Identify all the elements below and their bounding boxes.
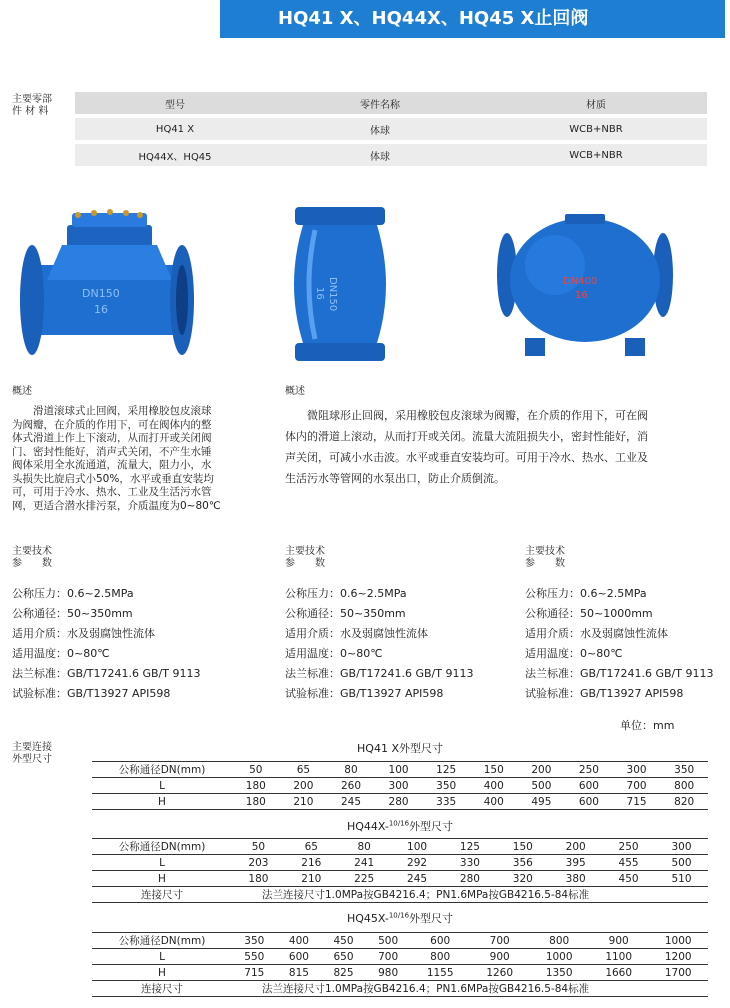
svg-text:16: 16: [94, 303, 108, 316]
table-row: 连接尺寸 法兰连接尺寸1.0MPa按GB4216.4；PN1.6MPa按GB4216.5-84标准: [92, 887, 708, 903]
parts-table: [75, 92, 707, 170]
parts-row: HQ41 X 体球 WCB+NBR: [75, 118, 707, 140]
valve1-mark: DN150: [82, 287, 120, 300]
parts-header-row: [75, 92, 707, 114]
table-row: L 180 200 260 300 350 400 500 600 700 800: [92, 778, 708, 794]
dim-table-title-hq41: HQ41 X外型尺寸: [357, 742, 443, 755]
valve2-mark: DN150: [327, 277, 338, 312]
header-part-name: 零件名称: [360, 99, 400, 111]
dims-section-label: 主要连接 外型尺寸: [12, 742, 52, 765]
spec-block-hq45: 主要技术 参 数 公称压力：0.6~2.5MPa 公称通径：50~1000mm 适用介质：水及弱腐蚀性流体 适用温度：0~80℃ 法兰标准：GB/T17241.6 GB/T 9113 试验标准：GB/T13927 API598: [525, 546, 714, 700]
table-row: 公称通径DN(mm) 50 65 80 100 125 150 200 250 300 350: [92, 762, 708, 778]
spec-block-hq44: 主要技术 参 数 公称压力：0.6~2.5MPa 公称通径：50~350mm 适用介质：水及弱腐蚀性流体 适用温度：0~80℃ 法兰标准：GB/T17241.6 GB/T 9113 试验标准：GB/T13927 API598: [285, 546, 474, 700]
dim-table-title-hq45: HQ45X-$^{10/16}$外型尺寸: [346, 911, 454, 925]
spec-block-hq41: 主要技术 参 数 公称压力：0.6~2.5MPa 公称通径：50~350mm 适用介质：水及弱腐蚀性流体 适用温度：0~80℃ 法兰标准：GB/T17241.6 GB/T 9113 试验标准：GB/T13927 API598: [12, 546, 201, 700]
dim-table-hq44: [92, 838, 708, 903]
table-row: 公称通径DN(mm) 350 400 450 500 600 700 800 900 1000: [92, 933, 708, 949]
table-row: 公称通径DN(mm) 50 65 80 100 125 150 200 250 300: [92, 839, 708, 855]
dim-table-title-hq44: HQ44X-$^{10/16}$外型尺寸: [346, 819, 454, 833]
dim-table-hq45: [92, 932, 708, 997]
unit-label: 单位：mm: [620, 719, 675, 732]
overview-left-title: 概述: [12, 386, 32, 397]
svg-text:16: 16: [314, 287, 325, 300]
table-row: H 180 210 245 280 335 400 495 600 715 820: [92, 794, 708, 810]
valve-image-hq45: [495, 210, 675, 360]
table-row: L 203 216 241 292 330 356 395 455 500: [92, 855, 708, 871]
table-row: H 180 210 225 245 280 320 380 450 510: [92, 871, 708, 887]
header-material: 材质: [586, 99, 606, 111]
overview-left-text: 滑道滚球式止回阀，采用橡胶包皮滚球 为阀瓣，在介质的作用下，可在阀体内的整 体式滑道上作上下滚动，从而打开或关闭阀 门、密封性能好，消声式关闭，不产生水锤 阀体采用全水流通道，流量大，阻力小，水 头损失比旋启式小50%，水平或垂直安装均 可，可用于冷水、热水、工业及生活污水管 网，更适合潜水排污泵，介质温度为0~80℃: [12, 405, 221, 512]
svg-text:16: 16: [575, 290, 588, 301]
valve-image-hq44: [285, 205, 395, 365]
parts-section-label: 主要零部 件 材 料: [12, 94, 52, 117]
table-row: 连接尺寸 法兰连接尺寸1.0MPa按GB4216.4；PN1.6MPa按GB4216.5-84标准: [92, 981, 708, 997]
header-model: 型号: [165, 99, 185, 111]
valve-image-hq41: [12, 205, 202, 365]
overview-right-title: 概述: [285, 386, 305, 397]
dim-table-hq41: [92, 761, 708, 810]
table-row: L 550 600 650 700 800 900 1000 1100 1200: [92, 949, 708, 965]
parts-row: HQ44X、HQ45 体球 WCB+NBR: [75, 144, 707, 166]
overview-right-text: 微阻球形止回阀，采用橡胶包皮滚球为阀瓣，在介质的作用下，可在阀 体内的滑道上滚动，从而打开或关闭。流量大流阻损失小，密封性能好，消 声关闭，可减小水击波。水平或垂直安装均可。可用于冷水、热水、工业及 生活污水等管网的水泵出口，防止介质倒流。: [285, 409, 648, 485]
table-row: H 715 815 825 980 1155 1260 1350 1660 1700: [92, 965, 708, 981]
page-title: HQ41 X、HQ44X、HQ45 X止回阀: [220, 0, 725, 38]
valve3-mark: DN400: [563, 276, 598, 287]
